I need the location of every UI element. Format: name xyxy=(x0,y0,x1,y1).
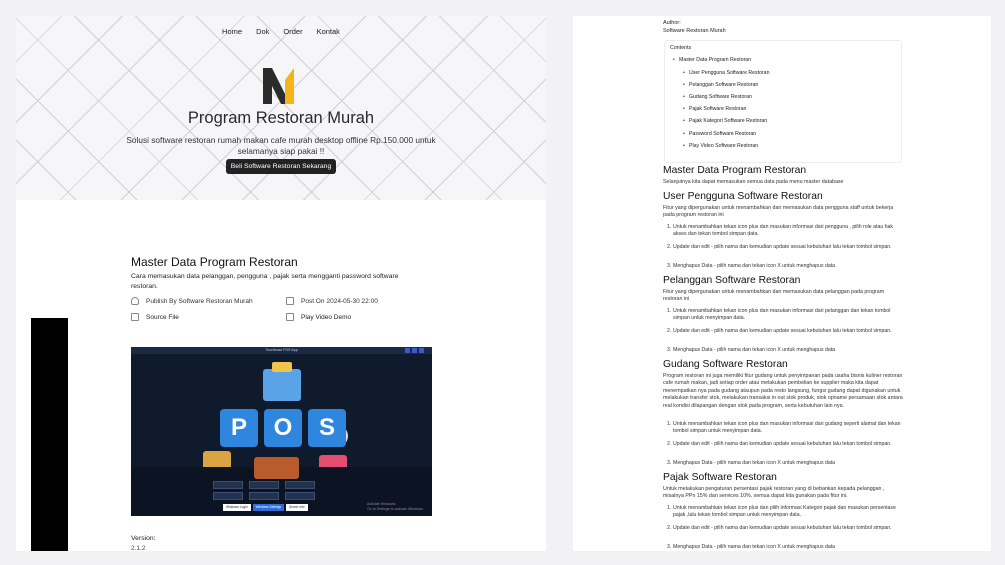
section-pajak-text: Untuk melakukan pengaturan persentasi pajak restoran yang di bebankan kepada pelanggan , misalnya PPn 15% dan services 10%, semua dapat kita gunakan pada fitur ini. xyxy=(663,486,885,500)
screenshot-row xyxy=(285,481,315,489)
screenshot-row xyxy=(249,481,279,489)
section-pelanggan-title: Pelanggan Software Restoran xyxy=(663,275,801,286)
section-master-text: Selanjutnya kita dapat memasukan semua data pada menu master database xyxy=(663,179,844,185)
section-pajak-title: Pajak Software Restoran xyxy=(663,472,777,483)
screenshot-row xyxy=(249,492,279,500)
toc-item-user[interactable]: • User Pengguna Software Restoran xyxy=(689,70,769,76)
section-pelanggan-step: 2. Update dan edit - pilih nama dan kemudian update sesuai kebutuhan lalu tekan tombol simpan. xyxy=(667,328,892,334)
section-gudang-step: 2. Update dan edit - pilih nama dan kemudian update sesuai kebutuhan lalu tekan tombol simpan. xyxy=(667,441,892,447)
hero-banner xyxy=(16,16,546,200)
source-file-meta xyxy=(131,313,179,321)
screenshot-btn-login: Windows Login xyxy=(223,504,251,511)
toc-item-pajak[interactable]: • Pajak Software Restoran xyxy=(689,106,746,112)
hero-subtitle: Solusi software restoran rumah makan cafe murah desktop offline Rp.150.000 untuk selamanya siap pakai !! xyxy=(126,135,436,156)
pos-app-screenshot xyxy=(131,347,432,516)
version-value: 2.1.2 xyxy=(131,545,146,551)
code-icon xyxy=(131,313,139,321)
source-file-link[interactable]: Source File xyxy=(146,313,179,321)
section-gudang-step: 3. Menghapus Data - pilih nama dan tekan icon X untuk menghapus data xyxy=(667,460,836,466)
toc-item-password[interactable]: • Password Software Restoran xyxy=(689,131,756,137)
buy-software-button[interactable]: Beli Software Restoran Sekarang xyxy=(226,159,336,174)
close-icon xyxy=(419,348,424,353)
screenshot-btn-server: Server Info xyxy=(286,504,308,511)
section-user-text: Fitur yang dipergunakan untuk menambahkan dan memasukan data pengguna staff untuk bekerja pada program restoran ini xyxy=(663,205,894,219)
nav-home[interactable]: Home xyxy=(222,27,243,36)
video-icon xyxy=(286,313,294,321)
maximize-icon xyxy=(412,348,417,353)
section-pajak-step: 2. Update dan edit - pilih nama dan kemudian update sesuai kebutuhan lalu tekan tombol simpan. xyxy=(667,525,892,531)
screenshot-buttons xyxy=(223,504,308,511)
cash-register-illustration xyxy=(263,369,301,401)
article-description: Cara memasukan data pelanggan, pengguna , pajak serta mengganti password software restoran. xyxy=(131,273,399,290)
section-pelanggan-text: Fitur yang dipergunakan untuk menambahkan dan memasukan data pelanggan pada program restoran ini xyxy=(663,289,885,303)
pos-letter-p: P xyxy=(220,409,258,447)
toc-item-gudang[interactable]: • Gudang Software Restoran xyxy=(689,94,752,100)
screenshot-btn-settings: Windows Settings xyxy=(253,504,284,511)
table-of-contents xyxy=(664,40,902,163)
toc-item-master[interactable]: • Master Data Program Restoran xyxy=(679,57,751,63)
black-bar xyxy=(31,318,68,551)
author-label: Author: xyxy=(663,20,681,26)
brand-logo xyxy=(263,68,299,104)
section-user-title: User Pengguna Software Restoran xyxy=(663,191,823,202)
nav-order[interactable]: Order xyxy=(283,27,303,36)
article-page-panel xyxy=(16,16,546,551)
activate-subtitle: Go to Settings to activate Windows. xyxy=(367,506,424,511)
section-user-step: 1. Untuk menambahkan tekan icon plus dan masukan informasi dari pengguna , pilih role atau hak akses dan tekan tombol simpan data. xyxy=(667,224,894,238)
basket-illustration xyxy=(254,457,299,479)
section-pajak-step: 3. Menghapus Data - pilih nama dan tekan icon X untuk menghapus data xyxy=(667,544,836,550)
hero-title: Program Restoran Murah xyxy=(187,109,375,127)
post-on-label: Post On xyxy=(301,297,325,305)
screenshot-row xyxy=(213,481,243,489)
toc-item-play-video[interactable]: • Play Video Software Restoran xyxy=(689,143,758,149)
screenshot-row xyxy=(285,492,315,500)
article-title: Master Data Program Restoran xyxy=(131,255,298,269)
top-nav xyxy=(16,27,546,36)
minimize-icon xyxy=(405,348,410,353)
version-label: Version: xyxy=(131,535,156,542)
author-value: Software Restoran Murah xyxy=(663,28,726,34)
user-icon xyxy=(131,297,139,305)
section-pelanggan-step: 3. Menghapus Data - pilih nama dan tekan icon X untuk menghapus data xyxy=(667,347,836,353)
register-screen-illustration xyxy=(272,362,292,372)
post-on-value: 2024-05-30 22:00 xyxy=(326,297,378,305)
documentation-panel xyxy=(573,16,991,551)
play-video-link[interactable]: Play Video Demo xyxy=(301,313,352,321)
section-user-step: 2. Update dan edit - pilih nama dan kemudian update sesuai kebutuhan lalu tekan tombol simpan. xyxy=(667,244,892,250)
toc-title: Contents xyxy=(670,45,692,51)
section-gudang-step: 1. Untuk menambahkan tekan icon plus dan masukan informasi dari gudang seperti alamat dan tekan tombol simpan untuk menyimpan data. xyxy=(667,421,901,435)
section-pelanggan-step: 1. Untuk menambahkan tekan icon plus dan masukan informasi dari pelanggan dan tekan tombol simpan untuk menyimpan data. xyxy=(667,308,891,322)
play-video-meta xyxy=(286,313,351,321)
publish-by-text: Publish By Software Restoran Murah xyxy=(146,297,253,305)
pos-letter-s: S xyxy=(308,409,346,447)
activate-windows-watermark xyxy=(367,502,424,511)
pos-letter-o: O xyxy=(264,409,302,447)
screenshot-window-title: Touchbase POS App xyxy=(265,348,298,352)
screenshot-row xyxy=(213,492,243,500)
nav-dok[interactable]: Dok xyxy=(256,27,270,36)
section-pajak-step: 1. Untuk menambahkan tekan icon plus dan pilih informasi Kategori pajak dan masukan persentase pajak ,lalu tekan tombol simpan untuk menyimpan data. xyxy=(667,505,896,519)
section-gudang-text: Program restoran ini juga memiliki fitur gudang untuk penyimpanan pada usaha bisnis kuliner restoran cafe rumah makan, jadi setiap order atau melakukan pembelian ke supplier maka kita dapat menempatkan nya pada gudang ataupun pada resto langsung, fungsi gudang dapat digunakan untuk melakukan transfer stok, melakukan transaksi in out stok produk, stok opname persamaan stok antara real kondisi dilapangan dengan stok pada program, serta kebutuhan lain nya. xyxy=(663,373,903,409)
calendar-icon xyxy=(286,297,294,305)
activate-title: Activate Windows xyxy=(367,502,396,506)
section-master-title: Master Data Program Restoran xyxy=(663,165,807,176)
post-date-meta xyxy=(286,297,378,305)
nav-kontak[interactable]: Kontak xyxy=(316,27,340,36)
toc-item-pelanggan[interactable]: • Pelanggan Software Restoran xyxy=(689,82,758,88)
section-user-step: 3. Menghapus Data - pilih nama dan tekan icon X untuk menghapus data xyxy=(667,263,836,269)
publish-by-meta xyxy=(131,297,253,305)
section-gudang-title: Gudang Software Restoran xyxy=(663,359,788,370)
toc-item-pajak-kategori[interactable]: • Pajak Kategori Software Restoran xyxy=(689,118,767,124)
